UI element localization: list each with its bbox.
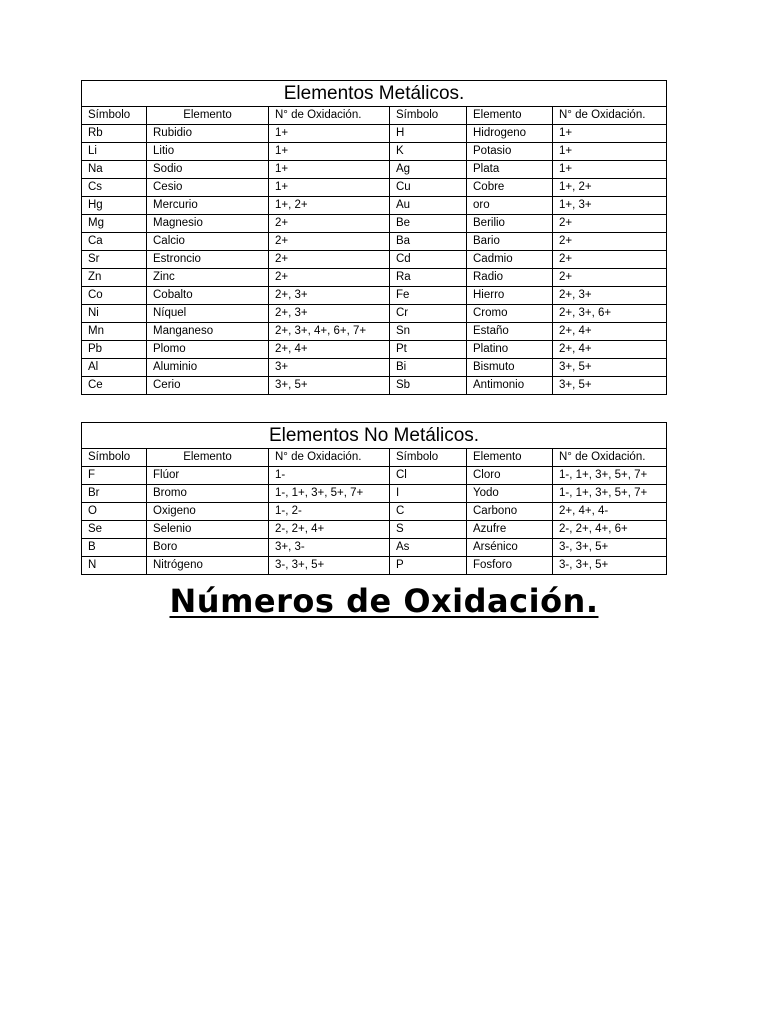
element-cell: Boro xyxy=(147,539,269,557)
symbol-cell: Ba xyxy=(390,233,467,251)
oxidation-cell: 2+ xyxy=(269,215,390,233)
header-oxidation: N° de Oxidación. xyxy=(553,449,667,467)
element-cell: Calcio xyxy=(147,233,269,251)
oxidation-cell: 2+, 4+, 4- xyxy=(553,503,667,521)
symbol-cell: Ag xyxy=(390,161,467,179)
element-cell: Fosforo xyxy=(467,557,553,575)
table-row xyxy=(82,215,667,233)
element-cell: Plata xyxy=(467,161,553,179)
oxidation-cell: 2+, 3+, 4+, 6+, 7+ xyxy=(269,323,390,341)
oxidation-cell: 1+, 3+ xyxy=(553,197,667,215)
oxidation-cell: 2+, 4+ xyxy=(553,341,667,359)
table-row xyxy=(82,341,667,359)
oxidation-cell: 3-, 3+, 5+ xyxy=(553,539,667,557)
element-cell: Plomo xyxy=(147,341,269,359)
header-element: Elemento xyxy=(467,107,553,125)
oxidation-cell: 3+, 5+ xyxy=(269,377,390,395)
header-element: Elemento xyxy=(147,449,269,467)
element-cell: Berilio xyxy=(467,215,553,233)
element-cell: Potasio xyxy=(467,143,553,161)
element-cell: Zinc xyxy=(147,269,269,287)
element-cell: Aluminio xyxy=(147,359,269,377)
element-cell: Cerio xyxy=(147,377,269,395)
symbol-cell: Cu xyxy=(390,179,467,197)
symbol-cell: Be xyxy=(390,215,467,233)
symbol-cell: Sr xyxy=(82,251,147,269)
symbol-cell: As xyxy=(390,539,467,557)
symbol-cell: K xyxy=(390,143,467,161)
table-row xyxy=(82,467,667,485)
symbol-cell: Cr xyxy=(390,305,467,323)
oxidation-cell: 3+, 5+ xyxy=(553,377,667,395)
element-cell: Manganeso xyxy=(147,323,269,341)
oxidation-cell: 2+ xyxy=(269,233,390,251)
element-cell: Estaño xyxy=(467,323,553,341)
element-cell: Nitrógeno xyxy=(147,557,269,575)
symbol-cell: Cl xyxy=(390,467,467,485)
symbol-cell: Au xyxy=(390,197,467,215)
symbol-cell: O xyxy=(82,503,147,521)
oxidation-cell: 1+ xyxy=(553,161,667,179)
oxidation-cell: 2-, 2+, 4+, 6+ xyxy=(553,521,667,539)
element-cell: Oxigeno xyxy=(147,503,269,521)
symbol-cell: C xyxy=(390,503,467,521)
symbol-cell: Cd xyxy=(390,251,467,269)
element-cell: Bismuto xyxy=(467,359,553,377)
oxidation-cell: 1-, 1+, 3+, 5+, 7+ xyxy=(553,467,667,485)
header-element: Elemento xyxy=(467,449,553,467)
table-row xyxy=(82,269,667,287)
oxidation-cell: 2+ xyxy=(553,215,667,233)
metals-header-row xyxy=(82,107,667,125)
element-cell: Carbono xyxy=(467,503,553,521)
element-cell: Estroncio xyxy=(147,251,269,269)
symbol-cell: Ni xyxy=(82,305,147,323)
oxidation-cell: 1-, 1+, 3+, 5+, 7+ xyxy=(269,485,390,503)
oxidation-cell: 2+, 3+ xyxy=(269,305,390,323)
table-row xyxy=(82,503,667,521)
symbol-cell: Ra xyxy=(390,269,467,287)
element-cell: Litio xyxy=(147,143,269,161)
nonmetals-table-body xyxy=(82,467,667,575)
symbol-cell: Pt xyxy=(390,341,467,359)
element-cell: Selenio xyxy=(147,521,269,539)
oxidation-cell: 2+ xyxy=(553,233,667,251)
symbol-cell: Al xyxy=(82,359,147,377)
element-cell: oro xyxy=(467,197,553,215)
symbol-cell: S xyxy=(390,521,467,539)
oxidation-cell: 3+ xyxy=(269,359,390,377)
element-cell: Níquel xyxy=(147,305,269,323)
element-cell: Flúor xyxy=(147,467,269,485)
nonmetals-header-row xyxy=(82,449,667,467)
oxidation-cell: 3+, 3- xyxy=(269,539,390,557)
element-cell: Cesio xyxy=(147,179,269,197)
element-cell: Magnesio xyxy=(147,215,269,233)
table-row xyxy=(82,161,667,179)
oxidation-cell: 1+ xyxy=(553,125,667,143)
table-row xyxy=(82,359,667,377)
symbol-cell: Zn xyxy=(82,269,147,287)
oxidation-cell: 1+ xyxy=(269,179,390,197)
header-oxidation: N° de Oxidación. xyxy=(269,449,390,467)
element-cell: Mercurio xyxy=(147,197,269,215)
table-row xyxy=(82,251,667,269)
nonmetals-title-row xyxy=(82,423,667,449)
oxidation-cell: 1-, 2- xyxy=(269,503,390,521)
oxidation-cell: 2+, 3+ xyxy=(553,287,667,305)
symbol-cell: Li xyxy=(82,143,147,161)
symbol-cell: Rb xyxy=(82,125,147,143)
symbol-cell: Mn xyxy=(82,323,147,341)
element-cell: Cloro xyxy=(467,467,553,485)
symbol-cell: Se xyxy=(82,521,147,539)
nonmetals-table-title: Elementos No Metálicos. xyxy=(82,423,667,449)
table-row xyxy=(82,305,667,323)
element-cell: Hidrogeno xyxy=(467,125,553,143)
element-cell: Yodo xyxy=(467,485,553,503)
oxidation-cell: 2+ xyxy=(553,251,667,269)
symbol-cell: Mg xyxy=(82,215,147,233)
symbol-cell: N xyxy=(82,557,147,575)
element-cell: Bario xyxy=(467,233,553,251)
oxidation-cell: 3-, 3+, 5+ xyxy=(269,557,390,575)
table-row xyxy=(82,557,667,575)
oxidation-cell: 1+ xyxy=(269,161,390,179)
symbol-cell: Na xyxy=(82,161,147,179)
oxidation-cell: 2+, 3+, 6+ xyxy=(553,305,667,323)
oxidation-cell: 2+ xyxy=(269,269,390,287)
element-cell: Cadmio xyxy=(467,251,553,269)
element-cell: Rubidio xyxy=(147,125,269,143)
element-cell: Cobre xyxy=(467,179,553,197)
element-cell: Platino xyxy=(467,341,553,359)
metals-table-title: Elementos Metálicos. xyxy=(82,81,667,107)
oxidation-cell: 2-, 2+, 4+ xyxy=(269,521,390,539)
header-symbol: Símbolo xyxy=(82,449,147,467)
oxidation-cell: 2+, 3+ xyxy=(269,287,390,305)
symbol-cell: P xyxy=(390,557,467,575)
table-row xyxy=(82,125,667,143)
oxidation-cell: 1+ xyxy=(269,125,390,143)
oxidation-cell: 1+, 2+ xyxy=(269,197,390,215)
table-row xyxy=(82,485,667,503)
oxidation-cell: 1-, 1+, 3+, 5+, 7+ xyxy=(553,485,667,503)
table-row xyxy=(82,377,667,395)
oxidation-cell: 2+ xyxy=(269,251,390,269)
oxidation-cell: 2+, 4+ xyxy=(269,341,390,359)
element-cell: Arsénico xyxy=(467,539,553,557)
symbol-cell: Pb xyxy=(82,341,147,359)
header-symbol: Símbolo xyxy=(82,107,147,125)
oxidation-cell: 1+ xyxy=(269,143,390,161)
header-symbol: Símbolo xyxy=(390,449,467,467)
symbol-cell: Co xyxy=(82,287,147,305)
metals-table-body xyxy=(82,125,667,395)
oxidation-cell: 1- xyxy=(269,467,390,485)
element-cell: Hierro xyxy=(467,287,553,305)
element-cell: Cobalto xyxy=(147,287,269,305)
symbol-cell: Ca xyxy=(82,233,147,251)
symbol-cell: Fe xyxy=(390,287,467,305)
table-row xyxy=(82,287,667,305)
table-row xyxy=(82,179,667,197)
page-title: Números de Oxidación. xyxy=(169,582,599,620)
symbol-cell: Br xyxy=(82,485,147,503)
table-row xyxy=(82,143,667,161)
metals-table xyxy=(81,80,667,395)
oxidation-cell: 1+ xyxy=(553,143,667,161)
symbol-cell: Ce xyxy=(82,377,147,395)
header-element: Elemento xyxy=(147,107,269,125)
element-cell: Cromo xyxy=(467,305,553,323)
table-row xyxy=(82,197,667,215)
symbol-cell: Sn xyxy=(390,323,467,341)
symbol-cell: I xyxy=(390,485,467,503)
oxidation-cell: 3+, 5+ xyxy=(553,359,667,377)
element-cell: Sodio xyxy=(147,161,269,179)
oxidation-cell: 3-, 3+, 5+ xyxy=(553,557,667,575)
symbol-cell: H xyxy=(390,125,467,143)
oxidation-cell: 2+, 4+ xyxy=(553,323,667,341)
nonmetals-table xyxy=(81,422,667,575)
element-cell: Antimonio xyxy=(467,377,553,395)
header-oxidation: N° de Oxidación. xyxy=(269,107,390,125)
metals-title-row xyxy=(82,81,667,107)
oxidation-cell: 2+ xyxy=(553,269,667,287)
header-symbol: Símbolo xyxy=(390,107,467,125)
symbol-cell: Hg xyxy=(82,197,147,215)
table-row xyxy=(82,323,667,341)
symbol-cell: Cs xyxy=(82,179,147,197)
symbol-cell: Bi xyxy=(390,359,467,377)
header-oxidation: N° de Oxidación. xyxy=(553,107,667,125)
table-row xyxy=(82,521,667,539)
element-cell: Radio xyxy=(467,269,553,287)
symbol-cell: B xyxy=(82,539,147,557)
oxidation-cell: 1+, 2+ xyxy=(553,179,667,197)
table-row xyxy=(82,233,667,251)
element-cell: Azufre xyxy=(467,521,553,539)
table-row xyxy=(82,539,667,557)
element-cell: Bromo xyxy=(147,485,269,503)
symbol-cell: Sb xyxy=(390,377,467,395)
symbol-cell: F xyxy=(82,467,147,485)
